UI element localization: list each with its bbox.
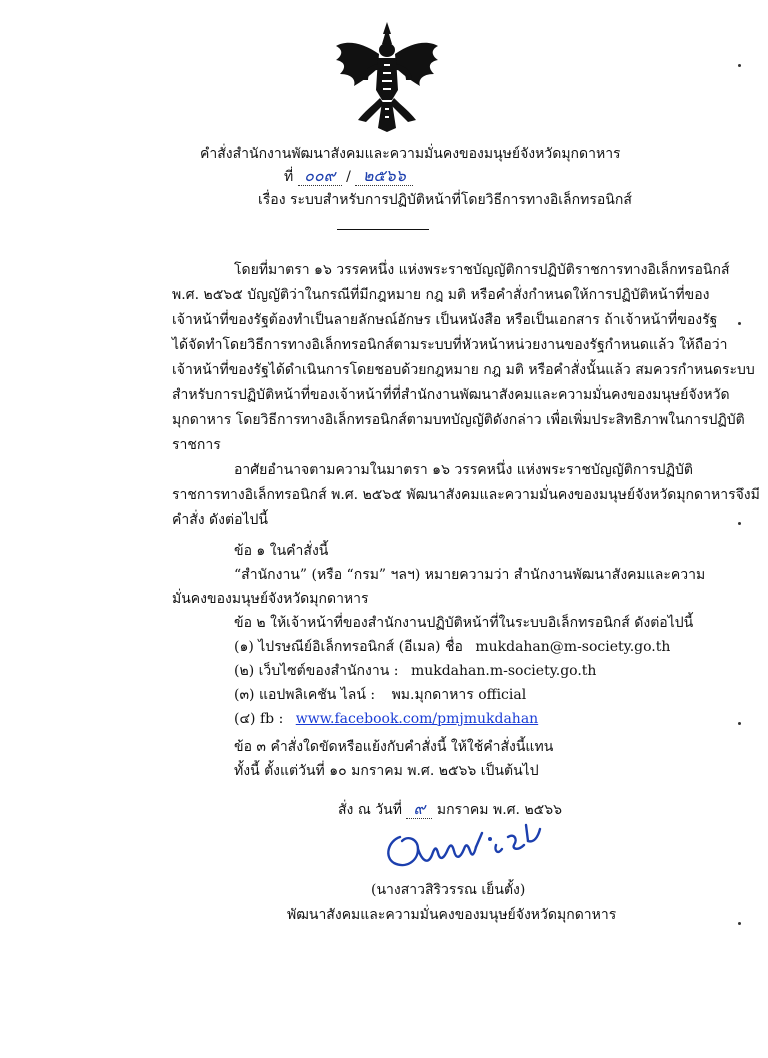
- line-official-name: พม.มุกดาหาร official: [391, 687, 527, 703]
- para1-line: ได้จัดทำโดยวิธีการทางอิเล็กทรอนิกส์ตามระบบที่หัวหน้าหน่วยงานของรัฐกำหนดแล้ว ให้ถือว่า: [172, 337, 728, 353]
- channel-item: [234, 686, 526, 704]
- scan-mark: [738, 322, 741, 325]
- channel-item: [234, 710, 538, 728]
- facebook-link[interactable]: www.facebook.com/pmjmukdahan: [295, 711, 539, 727]
- clause1-line: “สำนักงาน” (หรือ “กรม” ฯลฯ) หมายความว่า สำนักงานพัฒนาสังคมและความ: [234, 567, 706, 583]
- order-title: คำสั่งสำนักงานพัฒนาสังคมและความมั่นคงของมนุษย์จังหวัดมุกดาหาร: [200, 146, 621, 162]
- number-value: ๐๐๙: [298, 167, 342, 186]
- channel-label: (๑) ไปรษณีย์อิเล็กทรอนิกส์ (อีเมล) ชื่อ: [234, 639, 463, 655]
- channel-item: [234, 638, 670, 656]
- email-address[interactable]: mukdahan@m-society.go.th: [475, 639, 671, 655]
- scan-mark: [738, 722, 741, 725]
- order-subject: เรื่อง ระบบสำหรับการปฏิบัติหน้าที่โดยวิธีการทางอิเล็กทรอนิกส์: [258, 192, 632, 208]
- number-separator: /: [346, 169, 351, 185]
- clause3: ข้อ ๓ คำสั่งใดขัดหรือแย้งกับคำสั่งนี้ ให้ใช้คำสั่งนี้แทน: [234, 739, 554, 755]
- channel-label: (๒) เว็บไซต์ของสำนักงาน :: [234, 663, 399, 679]
- website-address[interactable]: mukdahan.m-society.go.th: [410, 663, 597, 679]
- para1-line: มุกดาหาร โดยวิธีการทางอิเล็กทรอนิกส์ตามบทบัญญัติดังกล่าว เพื่อเพิ่มประสิทธิภาพในการปฏิบัติ: [172, 412, 745, 428]
- para1-line: เจ้าหน้าที่ของรัฐได้ดำเนินการโดยชอบด้วยกฎหมาย กฎ มติ หรือคำสั่งนั้นแล้ว สมควรกำหนดระบบ: [172, 362, 755, 378]
- year-value: ๒๕๖๖: [355, 167, 413, 186]
- scan-mark: [738, 922, 741, 925]
- effective-date: ทั้งนี้ ตั้งแต่วันที่ ๑๐ มกราคม พ.ศ. ๒๕๖๖ เป็นต้นไป: [234, 763, 539, 779]
- para1-line: สำหรับการปฏิบัติหน้าที่ของเจ้าหน้าที่ที่สำนักงานพัฒนาสังคมและความมั่นคงของมนุษย์จังหวัด: [172, 387, 730, 403]
- clause2-title: ข้อ ๒ ให้เจ้าหน้าที่ของสำนักงานปฏิบัติหน้าที่ในระบบอิเล็กทรอนิกส์ ดังต่อไปนี้: [234, 615, 694, 631]
- title-underline: [337, 229, 429, 230]
- channel-item: [234, 662, 596, 680]
- number-prefix: ที่: [284, 169, 294, 185]
- para1-line: โดยที่มาตรา ๑๖ วรรคหนึ่ง แห่งพระราชบัญญัติการปฏิบัติราชการทางอิเล็กทรอนิกส์: [234, 262, 730, 278]
- scan-mark: [738, 64, 741, 67]
- garuda-emblem: [332, 20, 442, 132]
- signer-position: พัฒนาสังคมและความมั่นคงของมนุษย์จังหวัดมุกดาหาร: [287, 907, 617, 923]
- signer-name: (นางสาวสิริวรรณ เย็นตั้ง): [371, 882, 526, 898]
- para1-line: พ.ศ. ๒๕๖๕ บัญญัติว่าในกรณีที่มีกฎหมาย กฎ มติ หรือคำสั่งกำหนดให้การปฏิบัติหน้าที่ของ: [172, 287, 710, 303]
- signature-image: [378, 815, 558, 875]
- para1-line: เจ้าหน้าที่ของรัฐต้องทำเป็นลายลักษณ์อักษร เป็นหนังสือ หรือเป็นเอกสาร ถ้าเจ้าหน้าที่ของรัฐ: [172, 312, 718, 328]
- para2-line: คำสั่ง ดังต่อไปนี้: [172, 512, 268, 528]
- order-date-prefix: สั่ง ณ วันที่: [338, 802, 402, 818]
- channel-label: (๔) fb :: [234, 711, 284, 727]
- order-number: [284, 167, 413, 186]
- order-date-rest: มกราคม พ.ศ. ๒๕๖๖: [436, 802, 563, 818]
- order-day: ๙: [406, 800, 432, 819]
- clause1-line: มั่นคงของมนุษย์จังหวัดมุกดาหาร: [172, 591, 369, 607]
- para1-line: ราชการ: [172, 437, 221, 453]
- clause1-title: ข้อ ๑ ในคำสั่งนี้: [234, 543, 329, 559]
- para2-line: ราชการทางอิเล็กทรอนิกส์ พ.ศ. ๒๕๖๕ พัฒนาสังคมและความมั่นคงของมนุษย์จังหวัดมุกดาหารจึงมี: [172, 487, 760, 503]
- scan-mark: [738, 522, 741, 525]
- para2-line: อาศัยอำนาจตามความในมาตรา ๑๖ วรรคหนึ่ง แห่งพระราชบัญญัติการปฏิบัติ: [234, 462, 693, 478]
- channel-label: (๓) แอปพลิเคชัน ไลน์ :: [234, 687, 376, 703]
